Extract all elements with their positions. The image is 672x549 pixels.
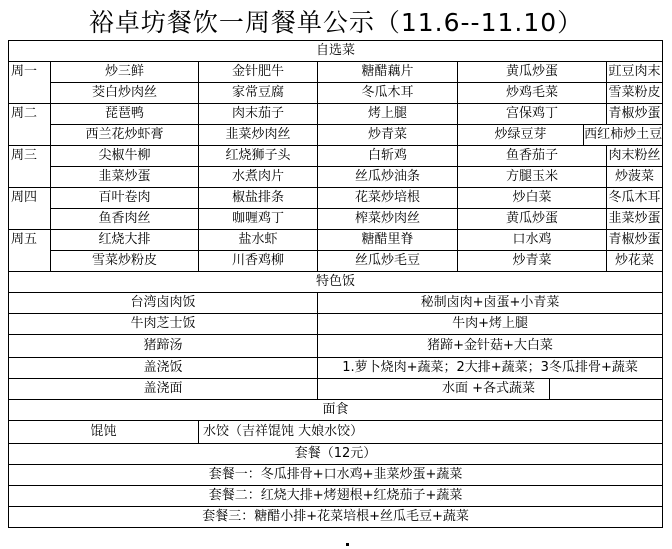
section-header-special-rice: 特色饭 (9, 272, 663, 293)
dish-cell: 宫保鸡丁 (458, 104, 607, 124)
dish-cell: 肉末粉丝 (608, 148, 661, 163)
dish-cell: 红烧大排 (51, 230, 199, 251)
special-desc: 牛肉+烤上腿 (318, 314, 663, 335)
day-label-friday: 周五 (9, 230, 51, 272)
dish-cell: 炒青菜 (318, 125, 458, 146)
special-name: 牛肉芝士饭 (9, 314, 318, 335)
dish-cell: 糖醋里脊 (318, 230, 458, 251)
dish-cell: 黄瓜炒蛋 (458, 62, 607, 82)
dish-cell: 家常豆腐 (199, 83, 318, 104)
special-desc: 秘制卤肉+卤蛋+小青菜 (318, 293, 663, 314)
section-header-self-select: 自选菜 (9, 41, 663, 62)
dish-cell: 韭菜炒蛋 (51, 167, 199, 188)
set-meal-line: 套餐三：糖醋小排+花菜培根+丝瓜毛豆+蔬菜 (9, 507, 663, 528)
special-name: 台湾卤肉饭 (9, 293, 318, 314)
dish-cell: 青椒炒蛋 (608, 232, 661, 247)
special-name: 猪蹄汤 (9, 335, 318, 358)
dish-cell: 白斩鸡 (318, 146, 458, 167)
dish-cell: 黄瓜炒蛋 (458, 209, 607, 229)
section-header-set-meal: 套餐（12元） (9, 444, 663, 465)
special-desc (442, 379, 663, 400)
dish-cell: 西红柿炒土豆 (584, 127, 663, 142)
dish-cell: 尖椒牛柳 (51, 146, 199, 167)
dish-cell: 炒菠菜 (615, 169, 655, 184)
day-label-thursday: 周四 (9, 188, 51, 230)
special-desc: 猪蹄+金针菇+大白菜 (318, 335, 663, 358)
set-meal-line: 套餐二：红烧大排+烤翅根+红烧茄子+蔬菜 (9, 486, 663, 507)
dish-cell: 丝瓜炒毛豆 (318, 251, 458, 272)
dish-cell: 豇豆肉末 (608, 64, 661, 79)
dish-pair (458, 209, 663, 230)
dish-cell: 烤上腿 (318, 104, 458, 125)
dish-pair (458, 125, 663, 146)
dish-pair (458, 83, 663, 104)
dish-cell: 炒白菜 (458, 188, 607, 208)
dish-cell: 椒盐排条 (199, 188, 318, 209)
dish-cell: 水煮肉片 (199, 167, 318, 188)
dish-cell: 鱼香茄子 (458, 146, 607, 166)
dish-cell: 红烧狮子头 (199, 146, 318, 167)
weekly-menu-table (8, 40, 663, 528)
special-name: 盖浇饭 (9, 358, 318, 379)
section-header-noodles: 面食 (9, 400, 663, 421)
day-label-tuesday: 周二 (9, 104, 51, 146)
dish-cell: 炒花菜 (615, 253, 655, 268)
dish-pair (458, 62, 663, 83)
dish-cell: 肉末茄子 (199, 104, 318, 125)
dish-pair (458, 230, 663, 251)
dish-cell: 口水鸡 (458, 230, 607, 250)
dish-pair (458, 167, 663, 188)
stray-dot (346, 543, 349, 546)
noodle-name: 馄饨 (9, 421, 199, 444)
dish-cell: 川香鸡柳 (199, 251, 318, 272)
dish-pair (458, 251, 663, 272)
dish-cell: 炒青菜 (458, 251, 607, 271)
page-title: 裕卓坊餐饮一周餐单公示（11.6--11.10） (88, 8, 584, 37)
noodle-desc: 水饺（吉祥馄饨 大娘水饺） (199, 421, 663, 444)
dish-cell: 西兰花炒虾膏 (51, 125, 199, 146)
dish-cell: 韭菜炒肉丝 (199, 125, 318, 146)
dish-cell: 榨菜炒肉丝 (318, 209, 458, 230)
dish-cell: 糖醋藕片 (318, 62, 458, 83)
special-name: 盖浇面 (9, 379, 318, 400)
dish-cell: 雪菜炒粉皮 (51, 251, 199, 272)
dish-cell: 茭白炒肉丝 (51, 83, 199, 104)
dish-cell: 炒鸡毛菜 (458, 83, 607, 103)
dish-cell: 花菜炒培根 (318, 188, 458, 209)
dish-cell: 咖喱鸡丁 (199, 209, 318, 230)
dish-cell: 盐水虾 (199, 230, 318, 251)
dish-cell: 青椒炒蛋 (608, 106, 661, 121)
dish-cell: 金针肥牛 (199, 62, 318, 83)
dish-cell: 丝瓜炒油条 (318, 167, 458, 188)
dish-cell: 鱼香肉丝 (51, 209, 199, 230)
special-desc-text: 水面 +各式蔬菜 (442, 381, 536, 396)
day-label-monday: 周一 (9, 62, 51, 104)
dish-cell: 方腿玉米 (458, 167, 607, 187)
day-label-wednesday: 周三 (9, 146, 51, 188)
dish-pair (458, 104, 663, 125)
dish-pair (458, 146, 663, 167)
dish-cell: 冬瓜木耳 (318, 83, 458, 104)
dish-cell: 琵琶鸭 (51, 104, 199, 125)
dish-cell: 雪菜粉皮 (608, 85, 661, 100)
dish-cell: 炒绿豆芽 (458, 125, 584, 145)
dish-pair (458, 188, 663, 209)
dish-cell: 冬瓜木耳 (608, 190, 661, 205)
set-meal-line: 套餐一：冬瓜排骨+口水鸡+韭菜炒蛋+蔬菜 (9, 465, 663, 486)
special-desc: 1.萝卜烧肉+蔬菜；2大排+蔬菜；3冬瓜排骨+蔬菜 (318, 358, 663, 379)
dish-cell: 韭菜炒蛋 (608, 211, 661, 226)
dish-cell: 炒三鲜 (51, 62, 199, 83)
dish-cell: 百叶卷肉 (51, 188, 199, 209)
